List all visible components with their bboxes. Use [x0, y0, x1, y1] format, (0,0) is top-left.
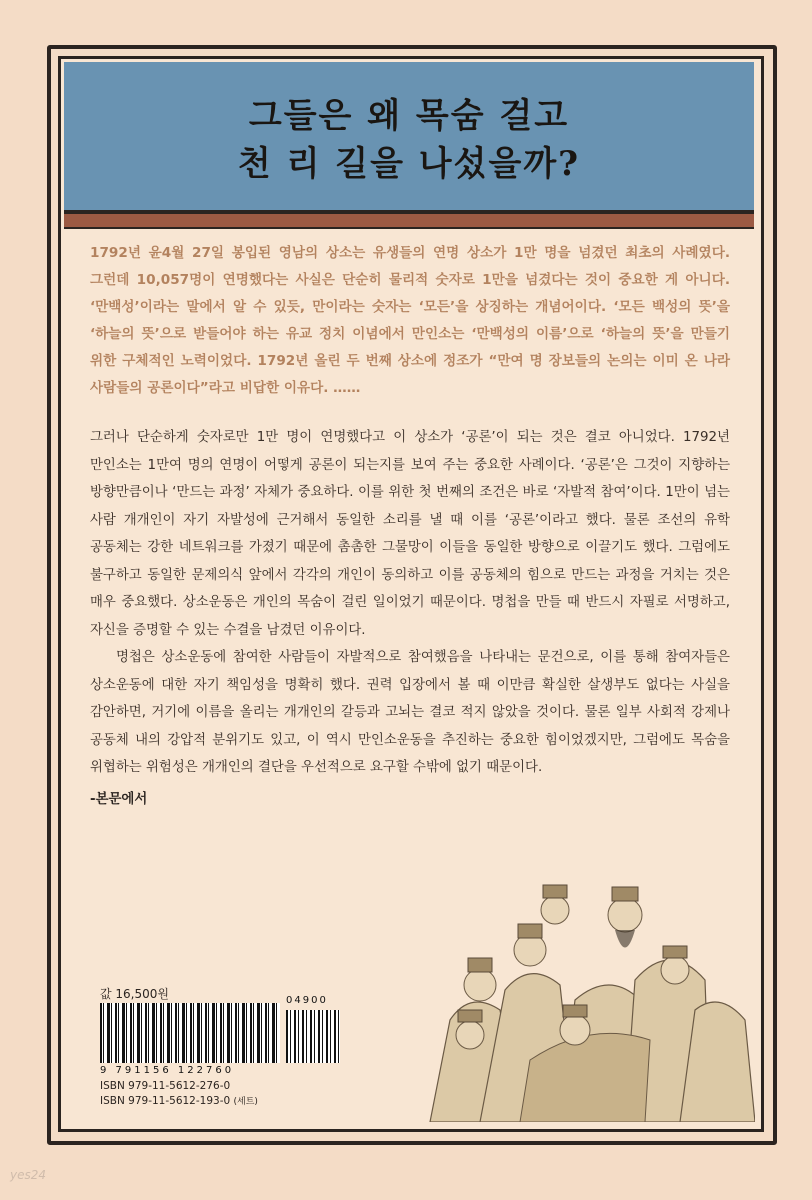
source-note: -본문에서	[90, 791, 148, 807]
isbn-main: ISBN 979-11-5612-276-0	[100, 1080, 231, 1092]
isbn-set-label: (세트)	[233, 1097, 258, 1107]
addon-barcode	[286, 1010, 340, 1063]
excerpt-quote	[90, 240, 730, 402]
body-paragraph-2: 명첩은 상소운동에 참여한 사람들이 자발적으로 참여했음을 나타내는 문건으로, 이를 통해 참여자들은 상소운동에 대한 자기 책임성을 명확히 했다. 권력 입장에서 볼 때 이만큼 확실한 살생부도 없다는 사실을 감안하면, 거기에 이름을 올리는 개개인의 갈등과 고뇌는 결코 적지 않았을 것이다. 물론 일부 사회적 강제나 공동체 내의 강압적 분위기도 있고, 이 역시 만인소운동을 추진하는 중요한 힘이었겠지만, 그럼에도 목숨을 위협하는 위험성은 개개인의 결단을 우선적으로 요구할 수밖에 없기 때문이다.	[90, 650, 730, 775]
quote-text: 1792년 윤4월 27일 봉입된 영남의 상소는 유생들의 연명 상소가 1만 명을 넘겼던 최초의 사례였다. 그런데 10,057명이 연명했다는 사실은 단순히 물리적 숫자로 1만을 넘겼다는 것이 중요한 게 아니다. ‘만백성’이라는 말에서 알 수 있듯, 만이라는 숫자는 ‘모든’을 상징하는 개념어이다. ‘모든 백성의 뜻’을 ‘하늘의 뜻’으로 받들어야 하는 유교 정치 이념에서 만인소는 ‘만백성의 이름’으로 ‘하늘의 뜻’을 만들기 위한 구체적인 노력이었다. 1792년 올린 두 번째 상소에 정조가 “만여 명 장보들의 논의는 이미 온 나라 사람들의 공론이다”라고 비답한 이유다. ……	[90, 245, 730, 396]
price-label: 값 16,500원	[100, 987, 169, 1001]
price-barcode-block	[100, 985, 328, 1107]
title-line-1: 그들은 왜 목숨 걸고	[248, 96, 570, 136]
header-divider-bar	[64, 212, 754, 229]
content-area	[90, 240, 730, 807]
isbn-set	[100, 1094, 258, 1107]
isbn-set-number: ISBN 979-11-5612-193-0	[100, 1095, 231, 1107]
body-paragraph-1: 그러나 단순하게 숫자로만 1만 명이 연명했다고 이 상소가 ‘공론’이 되는 것은 결코 아니었다. 1792년 만인소는 1만여 명의 연명이 어떻게 공론이 되는지를 보여 주는 중요한 사례이다. ‘공론’은 그것이 지향하는 방향만큼이나 ‘만드는 과정’ 자체가 중요하다. 이를 위한 첫 번째의 조건은 바로 ‘자발적 참여’이다. 1만이 넘는 사람 개개인이 자기 자발성에 근거해서 동일한 소리를 낼 때 이를 ‘공론’이라고 했다. 물론 조선의 유학 공동체는 강한 네트워크를 가졌기 때문에 촘촘한 그물망이 이들을 동일한 방향으로 이끌기도 했다. 그럼에도 불구하고 동일한 문제의식 앞에서 각각의 개인이 동의하고 이를 공동체의 힘으로 만드는 과정을 거치는 것은 매우 중요했다. 상소운동은 개인의 목숨이 걸린 일이었기 때문이다. 명첩을 만들 때 반드시 자필로 서명하고, 자신을 증명할 수 있는 수결을 남겼던 이유이다.	[90, 430, 730, 638]
body-text	[90, 424, 730, 807]
barcode-ean-number: 9 791156 122760	[100, 1065, 235, 1076]
title-line-2: 천 리 길을 나섰을까?	[237, 144, 581, 184]
scholars-illustration	[410, 870, 755, 1122]
header-band	[64, 62, 754, 212]
isbn-barcode	[100, 1003, 280, 1063]
watermark-logo: yes24	[10, 1168, 47, 1182]
barcode-addon-number: 04900	[286, 995, 328, 1006]
header-title	[64, 92, 754, 188]
